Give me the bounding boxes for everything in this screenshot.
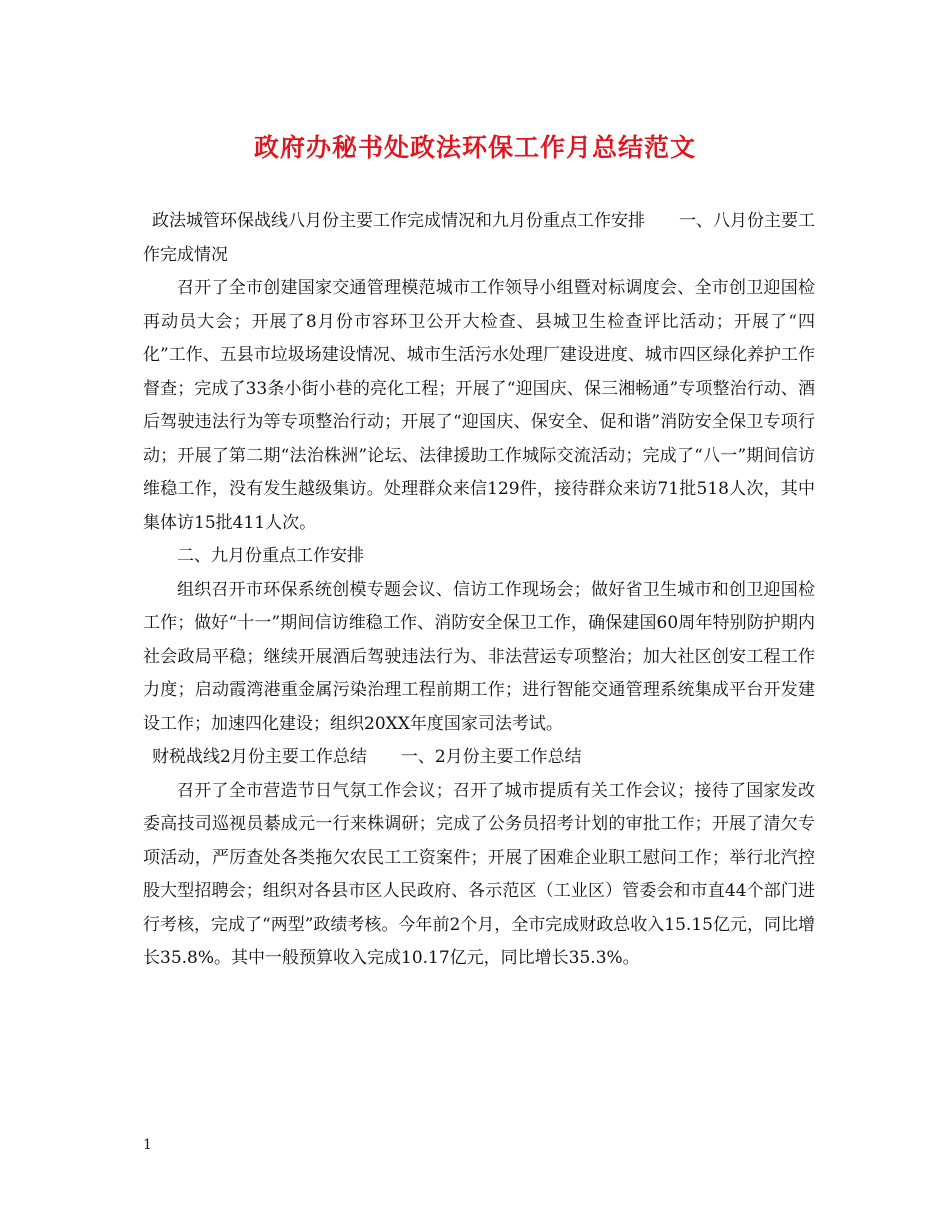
body-paragraph: 召开了全市创建国家交通管理模范城市工作领导小组暨对标调度会、全市创卫迎国检再动员大会；开展了8月份市容环卫公开大检查、县城卫生检查评比活动；开展了“四化”工作、五县市垃圾场建设情况、城市生活污水处理厂建设进度、城市四区绿化养护工作督查；完成了33条小街小巷的亮化工程；开展了“迎国庆、保三湘畅通”专项整治行动、酒后驾驶违法行为等专项整治行动；开展了“迎国庆、保安全、促和谐”消防安全保卫专项行动；开展了第二期“法治株洲”论坛、法律援助工作城际交流活动；完成了“八一”期间信访维稳工作，没有发生越级集访。处理群众来信129件，接待群众来访71批518人次，其中集体访15批411人次。 (143, 278, 815, 533)
document-title: 政府办秘书处政法环保工作月总结范文 (253, 133, 696, 162)
subsection-heading-text: 一、八月份主要工作完成情况 (143, 211, 815, 265)
section-heading-text: 财税战线2月份主要工作总结 (152, 747, 367, 767)
section-heading-paragraph (143, 205, 815, 272)
body-paragraph: 召开了全市营造节日气氛工作会议；召开了城市提质有关工作会议；接待了国家发改委高技司巡视员綦成元一行来株调研；完成了公务员招考计划的审批工作；开展了清欠专项活动，严厉查处各类拖欠农民工工资案件；开展了困难企业职工慰问工作；举行北汽控股大型招聘会；组织对各县市区人民政府、各示范区（工业区）管委会和市直44个部门进行考核，完成了“两型”政绩考核。今年前2个月，全市完成财政总收入15.15亿元，同比增长35.8%。其中一般预算收入完成10.17亿元，同比增长35.3%。 (143, 780, 815, 968)
document-body (143, 205, 815, 976)
section-heading-text: 政法城管环保战线八月份主要工作完成情况和九月份重点工作安排 (152, 211, 645, 231)
subsection-heading: 二、九月份重点工作安排 (177, 546, 364, 566)
section-heading-paragraph (143, 741, 815, 775)
body-paragraph: 组织召开市环保系统创模专题会议、信访工作现场会；做好省卫生城市和创卫迎国检工作；做好“十一”期间信访维稳工作、消防安全保卫工作，确保建国60周年特别防护期内社会政局平稳；继续开展酒后驾驶违法行为、非法营运专项整治；加大社区创安工程工作力度；启动霞湾港重金属污染治理工程前期工作；进行智能交通管理系统集成平台开发建设工作；加速四化建设；组织20XX年度国家司法考试。 (143, 579, 815, 734)
subsection-heading-text: 一、2月份主要工作总结 (400, 747, 582, 767)
page-number: 1 (143, 1137, 152, 1153)
